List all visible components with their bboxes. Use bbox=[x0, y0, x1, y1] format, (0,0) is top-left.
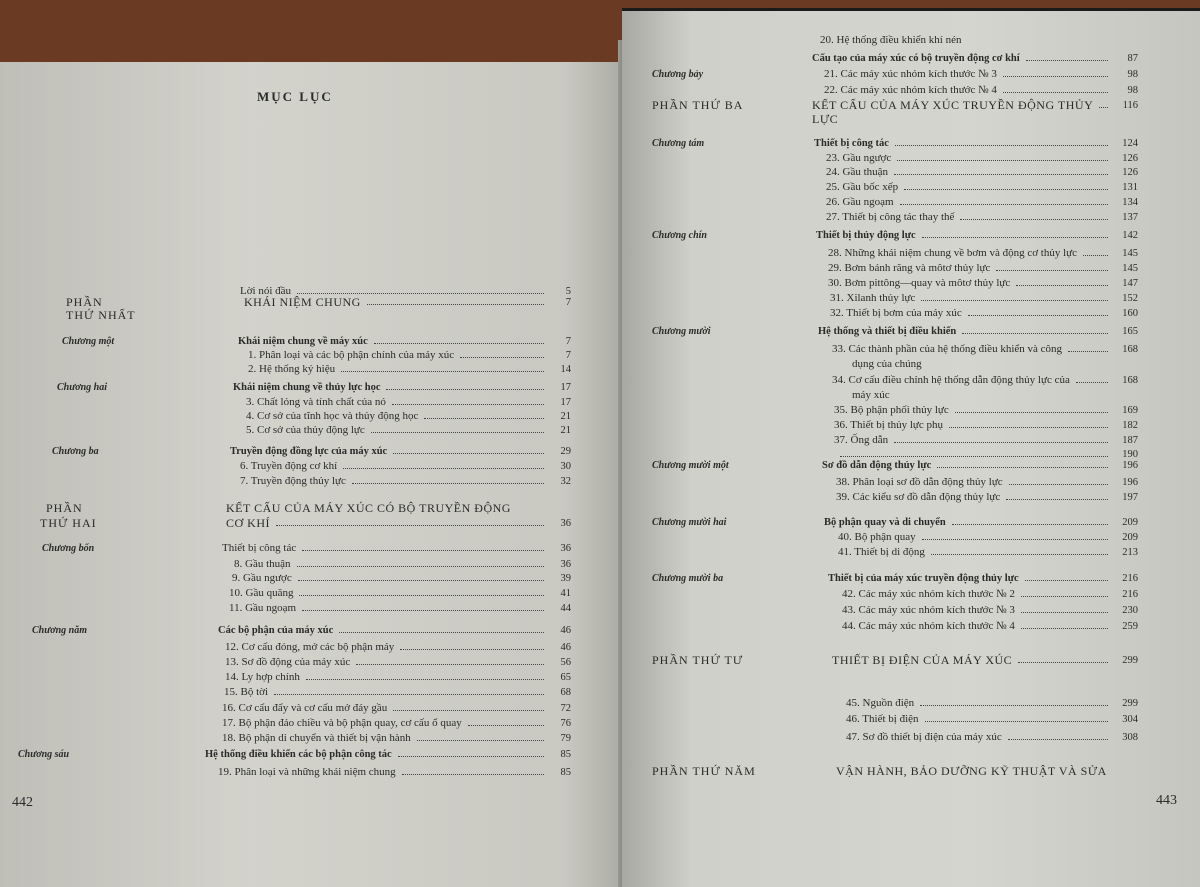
toc-dot-leader bbox=[1008, 739, 1108, 740]
toc-entry-title: 27. Thiết bị công tác thay thế bbox=[826, 211, 955, 223]
toc-page-number: 196 bbox=[1122, 460, 1138, 471]
page-title: MỤC LỤC bbox=[257, 89, 333, 104]
toc-entry-title: 46. Thiết bị điện bbox=[846, 713, 919, 725]
toc-dot-leader bbox=[925, 721, 1108, 722]
toc-page-number: 30 bbox=[560, 461, 571, 472]
toc-entry-title: KHÁI NIỆM CHUNG bbox=[244, 295, 361, 309]
toc-dot-leader bbox=[1009, 484, 1108, 485]
toc-page-number: 160 bbox=[1122, 308, 1138, 319]
toc-page-number: 41 bbox=[560, 588, 571, 599]
toc-page-number: 230 bbox=[1122, 605, 1138, 616]
toc-page-number: 36 bbox=[560, 559, 571, 570]
toc-page-number: 304 bbox=[1122, 714, 1138, 725]
toc-page-number: 76 bbox=[560, 718, 571, 729]
toc-entry-title: 23. Gầu ngược bbox=[826, 152, 892, 164]
toc-entry-title: 39. Các kiểu sơ đồ dẫn động thủy lực bbox=[836, 491, 1001, 503]
toc-page-number: 65 bbox=[560, 672, 571, 683]
toc-entry-title: 20. Hệ thống điều khiển khí nén bbox=[820, 34, 962, 46]
toc-section-label: Chương bốn bbox=[42, 543, 95, 554]
toc-page-number: 165 bbox=[1122, 326, 1138, 337]
toc-entry-title: 2. Hệ thống ký hiệu bbox=[248, 363, 336, 375]
toc-entry-title: Bộ phận quay và di chuyển bbox=[824, 517, 946, 528]
toc-page-number: 197 bbox=[1122, 492, 1138, 503]
toc-dot-leader bbox=[920, 705, 1108, 706]
toc-page-number: 21 bbox=[560, 411, 571, 422]
toc-dot-leader bbox=[904, 189, 1108, 190]
toc-page-number: 21 bbox=[560, 425, 571, 436]
toc-entry-title: VẬN HÀNH, BẢO DƯỠNG KỸ THUẬT VÀ SỬA bbox=[836, 764, 1107, 778]
toc-entry-title: 10. Gầu quăng bbox=[229, 587, 294, 599]
toc-dot-leader bbox=[962, 333, 1108, 334]
toc-dot-leader bbox=[386, 389, 544, 390]
toc-entry-title: 18. Bộ phận di chuyển và thiết bị vận hành bbox=[222, 732, 411, 744]
toc-dot-leader bbox=[274, 694, 544, 695]
toc-section-label: THỨ HAI bbox=[40, 516, 97, 530]
toc-page-number: 145 bbox=[1122, 263, 1138, 274]
toc-section-label: PHẦN THỨ TƯ bbox=[652, 653, 744, 667]
toc-dot-leader bbox=[1099, 107, 1108, 108]
toc-entry-title: KẾT CẤU CỦA MÁY XÚC CÓ BỘ TRUYỀN ĐỘNG bbox=[226, 501, 511, 515]
toc-dot-leader bbox=[1006, 499, 1108, 500]
toc-entry-title: 47. Sơ đồ thiết bị điện của máy xúc bbox=[846, 731, 1002, 743]
toc-entry-title: 9. Gầu ngược bbox=[232, 572, 292, 584]
toc-page-number: 79 bbox=[560, 733, 571, 744]
toc-page-number: 190 bbox=[1122, 449, 1138, 460]
toc-page-number: 182 bbox=[1122, 420, 1138, 431]
toc-page-number: 308 bbox=[1122, 732, 1138, 743]
toc-entry-title: 41. Thiết bị di động bbox=[838, 546, 925, 558]
toc-dot-leader bbox=[297, 566, 544, 567]
toc-entry-title: 28. Những khái niệm chung về bơm và động cơ thủy lực bbox=[828, 247, 1078, 259]
toc-dot-leader bbox=[374, 343, 544, 344]
toc-entry-title: Khái niệm chung về máy xúc bbox=[238, 336, 368, 347]
toc-page-number: 7 bbox=[565, 297, 571, 308]
toc-section-label: Chương mười hai bbox=[652, 517, 727, 528]
toc-page-number: 85 bbox=[560, 749, 571, 760]
toc-dot-leader bbox=[1003, 92, 1108, 93]
toc-page-number: 68 bbox=[560, 687, 571, 698]
toc-dot-leader bbox=[393, 710, 544, 711]
toc-dot-leader bbox=[1083, 255, 1108, 256]
toc-dot-leader bbox=[949, 427, 1108, 428]
toc-dot-leader bbox=[392, 404, 544, 405]
toc-dot-leader bbox=[897, 160, 1108, 161]
toc-page-number: 5 bbox=[565, 286, 571, 297]
toc-entry-title: 15. Bộ tời bbox=[224, 686, 269, 698]
toc-section-label: Chương mười bbox=[652, 326, 711, 337]
toc-dot-leader bbox=[952, 524, 1108, 525]
toc-entry-title: máy xúc bbox=[852, 389, 890, 401]
toc-dot-leader bbox=[968, 315, 1108, 316]
toc-page-number: 116 bbox=[1122, 100, 1138, 111]
toc-entry-title: 14. Ly hợp chính bbox=[225, 671, 300, 683]
toc-entry-title: dụng của chúng bbox=[852, 358, 922, 370]
toc-dot-leader bbox=[367, 304, 544, 305]
toc-entry-title: Các bộ phận của máy xúc bbox=[218, 625, 334, 636]
toc-dot-leader bbox=[276, 525, 544, 526]
toc-page-number: 216 bbox=[1122, 589, 1138, 600]
toc-entry-title: CƠ KHÍ bbox=[226, 516, 270, 530]
toc-page-number: 46 bbox=[560, 625, 571, 636]
toc-dot-leader bbox=[299, 595, 544, 596]
toc-dot-leader bbox=[393, 453, 544, 454]
toc-page-number: 209 bbox=[1122, 532, 1138, 543]
toc-entry-title: 24. Gầu thuận bbox=[826, 166, 889, 178]
toc-page-number: 17 bbox=[560, 382, 571, 393]
toc-entry-title: 3. Chất lỏng và tính chất của nó bbox=[246, 396, 386, 408]
toc-dot-leader bbox=[424, 418, 544, 419]
toc-page-number: 29 bbox=[560, 446, 571, 457]
toc-section-label: PHẦN bbox=[46, 501, 83, 515]
toc-dot-leader bbox=[895, 145, 1108, 146]
toc-entry-title: 1. Phân loại và các bộ phận chính của máy xúc bbox=[248, 349, 455, 361]
toc-page-number: 196 bbox=[1122, 477, 1138, 488]
toc-page-number: 46 bbox=[560, 642, 571, 653]
toc-entry-title: 11. Gầu ngoạm bbox=[229, 602, 297, 614]
toc-entry-title: Hệ thống điều khiển các bộ phận công tác bbox=[205, 749, 392, 760]
toc-dot-leader bbox=[937, 467, 1108, 468]
toc-dot-leader bbox=[922, 539, 1108, 540]
toc-entry-title: 29. Bơm bánh răng và môtơ thủy lực bbox=[828, 262, 991, 274]
toc-page-number: 7 bbox=[565, 350, 571, 361]
toc-entry-title: 16. Cơ cấu đẩy và cơ cấu mở đáy gầu bbox=[222, 702, 388, 714]
toc-dot-leader bbox=[1021, 612, 1108, 613]
toc-entry-title: 13. Sơ đồ động của máy xúc bbox=[225, 656, 351, 668]
toc-section-label: Chương sáu bbox=[18, 749, 70, 760]
toc-dot-leader bbox=[894, 174, 1108, 175]
toc-dot-leader bbox=[356, 664, 544, 665]
toc-dot-leader bbox=[955, 412, 1108, 413]
toc-dot-leader bbox=[302, 610, 544, 611]
toc-entry-title: KẾT CẤU CỦA MÁY XÚC TRUYỀN ĐỘNG THỦY bbox=[812, 98, 1094, 112]
toc-page-number: 134 bbox=[1122, 197, 1138, 208]
toc-entry-title: Thiết bị công tác bbox=[814, 138, 889, 149]
toc-entry-title: 12. Cơ cấu đóng, mở các bộ phận máy bbox=[225, 641, 395, 653]
toc-page-number: 152 bbox=[1122, 293, 1138, 304]
toc-dot-leader bbox=[297, 293, 544, 294]
toc-page-number: 213 bbox=[1122, 547, 1138, 558]
toc-entry-title: 34. Cơ cấu điều chỉnh hệ thống dẫn động thủy lực của bbox=[832, 374, 1070, 386]
toc-dot-leader bbox=[1016, 285, 1108, 286]
toc-dot-leader bbox=[1003, 76, 1108, 77]
toc-page-number: 126 bbox=[1122, 167, 1138, 178]
toc-dot-leader bbox=[1026, 60, 1108, 61]
toc-dot-leader bbox=[894, 442, 1108, 443]
toc-page-number: 187 bbox=[1122, 435, 1138, 446]
toc-entry-title: Khái niệm chung về thủy lực học bbox=[233, 382, 381, 393]
toc-entry-title: 21. Các máy xúc nhóm kích thước № 3 bbox=[824, 68, 997, 80]
toc-entry-title: Thiết bị thủy động lực bbox=[816, 230, 916, 241]
toc-entry-title: 30. Bơm pittông—quay và môtơ thủy lực bbox=[828, 277, 1011, 289]
toc-dot-leader bbox=[298, 580, 544, 581]
toc-entry-title: 26. Gầu ngoạm bbox=[826, 196, 894, 208]
toc-dot-leader bbox=[371, 432, 544, 433]
toc-page-number: 85 bbox=[560, 767, 571, 778]
toc-page-number: 7 bbox=[565, 336, 571, 347]
toc-dot-leader bbox=[398, 756, 544, 757]
toc-page-number: 98 bbox=[1127, 85, 1138, 96]
toc-dot-leader bbox=[339, 632, 544, 633]
toc-entry-title: 42. Các máy xúc nhóm kích thước № 2 bbox=[842, 588, 1015, 600]
toc-dot-leader bbox=[400, 649, 544, 650]
toc-section-label: Chương tám bbox=[652, 138, 705, 149]
toc-page-number: 131 bbox=[1122, 182, 1138, 193]
toc-page-number: 216 bbox=[1122, 573, 1138, 584]
toc-entry-title: 7. Truyền động thủy lực bbox=[240, 475, 346, 487]
toc-page-number: 44 bbox=[560, 603, 571, 614]
toc-page-number: 209 bbox=[1122, 517, 1138, 528]
toc-dot-leader bbox=[341, 371, 544, 372]
toc-dot-leader bbox=[468, 725, 544, 726]
toc-dot-leader bbox=[931, 554, 1108, 555]
toc-entry-title: 4. Cơ sở của tĩnh học và thủy động học bbox=[246, 410, 419, 422]
toc-dot-leader bbox=[302, 550, 544, 551]
toc-page-number: 36 bbox=[560, 543, 571, 554]
toc-dot-leader bbox=[1076, 382, 1108, 383]
toc-section-label: Chương năm bbox=[32, 625, 87, 636]
toc-entry-title: 5. Cơ sở của thủy động lực bbox=[246, 424, 365, 436]
toc-entry-title: 17. Bộ phận đảo chiều và bộ phận quay, cơ cấu ổ quay bbox=[222, 717, 462, 729]
toc-section-label: PHẦN bbox=[66, 295, 103, 309]
toc-page-number: 87 bbox=[1127, 53, 1138, 64]
toc-page-number: 137 bbox=[1122, 212, 1138, 223]
toc-page-number: 168 bbox=[1122, 375, 1138, 386]
toc-dot-leader bbox=[996, 270, 1108, 271]
toc-section-label: Chương mười một bbox=[652, 460, 729, 471]
toc-entry-title: 33. Các thành phần của hệ thống điều khiển và công bbox=[832, 343, 1063, 355]
toc-entry-title: 44. Các máy xúc nhóm kích thước № 4 bbox=[842, 620, 1015, 632]
toc-page-number: 259 bbox=[1122, 621, 1138, 632]
toc-dot-leader bbox=[960, 219, 1108, 220]
toc-page-number: 142 bbox=[1122, 230, 1138, 241]
toc-entry-title: 35. Bộ phận phối thủy lực bbox=[834, 404, 949, 416]
page-number-left: 442 bbox=[12, 795, 33, 810]
toc-dot-leader bbox=[1021, 628, 1108, 629]
toc-dot-leader bbox=[922, 237, 1108, 238]
toc-entry-title: 37. Ống dẫn bbox=[834, 434, 889, 446]
toc-section-label: Chương mười ba bbox=[652, 573, 724, 584]
toc-entry-title: 45. Nguồn điện bbox=[846, 697, 915, 709]
toc-dot-leader bbox=[1018, 662, 1108, 663]
toc-page-number: 36 bbox=[560, 518, 571, 529]
toc-entry-title: LỰC bbox=[812, 112, 839, 126]
toc-page-number: 39 bbox=[560, 573, 571, 584]
toc-entry-title: Hệ thống và thiết bị điều khiển bbox=[818, 326, 957, 337]
toc-page-number: 169 bbox=[1122, 405, 1138, 416]
toc-dot-leader bbox=[352, 483, 544, 484]
toc-page-number: 14 bbox=[560, 364, 571, 375]
toc-section-label: PHẦN THỨ BA bbox=[652, 98, 744, 112]
toc-entry-title: Lời nói đầu bbox=[240, 285, 292, 297]
toc-entry-title: Sơ đồ dẫn động thủy lực bbox=[822, 460, 932, 471]
toc-dot-leader bbox=[900, 204, 1108, 205]
toc-entry-title: 36. Thiết bị thủy lực phụ bbox=[834, 419, 944, 431]
toc-section-label: Chương một bbox=[62, 336, 115, 347]
toc-entry-title: 22. Các máy xúc nhóm kích thước № 4 bbox=[824, 84, 997, 96]
toc-page-number: 56 bbox=[560, 657, 571, 668]
toc-entry-title: 8. Gầu thuận bbox=[234, 558, 291, 570]
toc-entry-title: Cấu tạo của máy xúc có bộ truyền động cơ khí bbox=[812, 53, 1020, 64]
toc-dot-leader bbox=[402, 774, 544, 775]
toc-page-number: 145 bbox=[1122, 248, 1138, 259]
toc-entry-title: 38. Phân loại sơ đồ dẫn động thủy lực bbox=[836, 476, 1003, 488]
toc-page-number: 72 bbox=[560, 703, 571, 714]
toc-section-label: Chương hai bbox=[57, 382, 107, 393]
toc-entry-title: THIẾT BỊ ĐIỆN CỦA MÁY XÚC bbox=[832, 653, 1013, 667]
toc-entry-title: 32. Thiết bị bơm của máy xúc bbox=[830, 307, 962, 319]
toc-dot-leader bbox=[417, 740, 544, 741]
toc-entry-title: Thiết bị công tác bbox=[222, 542, 297, 554]
toc-dot-leader bbox=[1025, 580, 1108, 581]
toc-section-label: THỨ NHẤT bbox=[66, 308, 136, 322]
toc-entry-title: 43. Các máy xúc nhóm kích thước № 3 bbox=[842, 604, 1015, 616]
toc-page-number: 147 bbox=[1122, 278, 1138, 289]
toc-section-label: Chương chín bbox=[652, 230, 707, 241]
toc-section-label: Chương bảy bbox=[652, 69, 704, 80]
toc-entry-title: 40. Bộ phận quay bbox=[838, 531, 916, 543]
toc-dot-leader bbox=[1021, 596, 1108, 597]
toc-entry-title: 31. Xilanh thủy lực bbox=[830, 292, 916, 304]
toc-page-number: 98 bbox=[1127, 69, 1138, 80]
toc-dot-leader bbox=[343, 468, 544, 469]
toc-entry-title: 6. Truyền động cơ khí bbox=[240, 460, 338, 472]
toc-page-number: 168 bbox=[1122, 344, 1138, 355]
toc-page-number: 124 bbox=[1122, 138, 1138, 149]
toc-dot-leader bbox=[1068, 351, 1108, 352]
toc-page-number: 32 bbox=[560, 476, 571, 487]
toc-dot-leader bbox=[840, 456, 1108, 457]
toc-entry-title: Thiết bị của máy xúc truyền động thủy lực bbox=[828, 573, 1019, 584]
toc-entry-title: 25. Gầu bốc xếp bbox=[826, 181, 899, 193]
toc-section-label: Chương ba bbox=[52, 446, 99, 457]
toc-page-number: 299 bbox=[1122, 698, 1138, 709]
toc-entry-title: 19. Phân loại và những khái niệm chung bbox=[218, 766, 396, 778]
toc-page-number: 17 bbox=[560, 397, 571, 408]
toc-dot-leader bbox=[460, 357, 544, 358]
toc-section-label: PHẦN THỨ NĂM bbox=[652, 764, 756, 778]
toc-entry-title: Truyền động đồng lực của máy xúc bbox=[230, 446, 388, 457]
toc-dot-leader bbox=[921, 300, 1108, 301]
page-number-right: 443 bbox=[1156, 793, 1177, 808]
toc-dot-leader bbox=[306, 679, 544, 680]
toc-page-number: 126 bbox=[1122, 153, 1138, 164]
toc-page-number: 299 bbox=[1122, 655, 1138, 666]
